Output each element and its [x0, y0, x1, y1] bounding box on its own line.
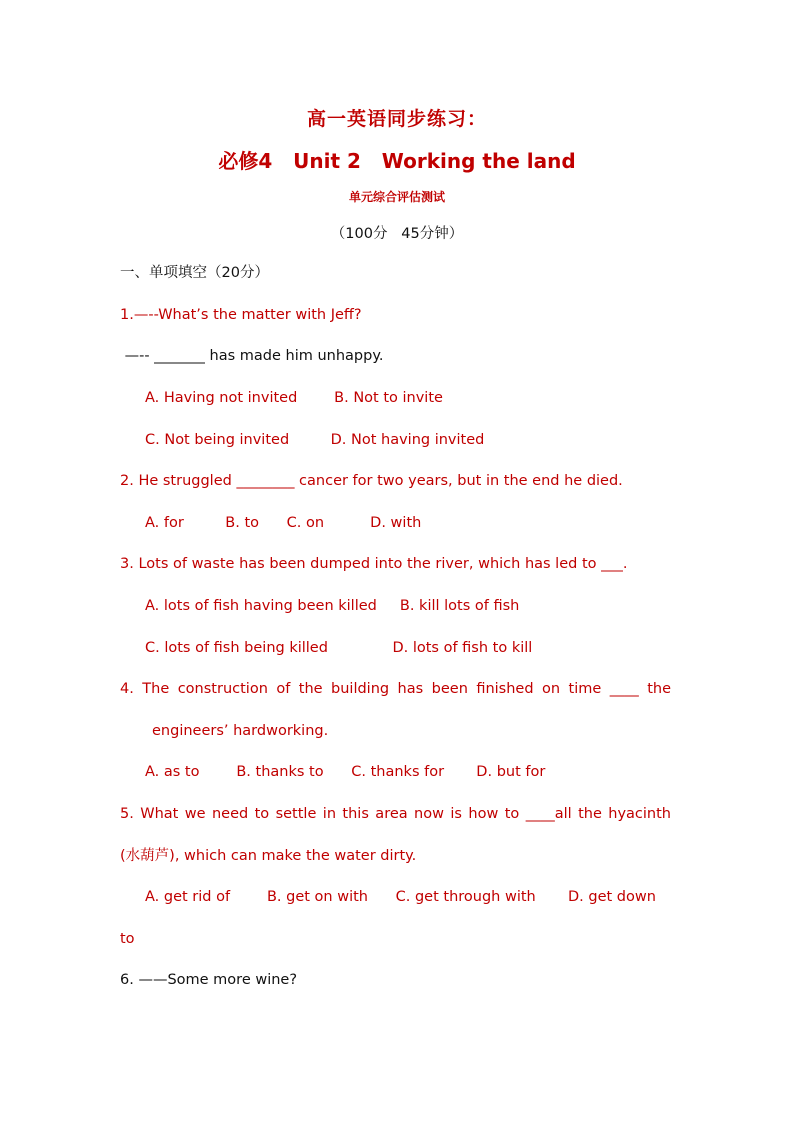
- question-2-stem: 2. He struggled ________ cancer for two years, but in the end he died.: [120, 473, 623, 489]
- unit-title: 必修4 Unit 2 Working the land: [218, 149, 576, 173]
- question-2-options: A. for B. to C. on D. with: [145, 515, 422, 531]
- question-4-stem: 4. The construction of the building has been finished on time ____ the: [120, 681, 671, 697]
- section-heading: 一、单项填空（20分）: [120, 265, 269, 281]
- question-4-options: A. as to B. thanks to C. thanks for D. but for: [145, 764, 546, 780]
- question-3-options-1: A. lots of fish having been killed B. kill lots of fish: [145, 598, 520, 614]
- question-1-options-1: A. Having not invited B. Not to invite: [145, 390, 443, 406]
- question-3-options-2: C. lots of fish being killed D. lots of fish to kill: [145, 640, 533, 656]
- question-5-options-1: A. get rid of B. get on with C. get through with D. get down: [145, 889, 656, 905]
- question-3-stem: 3. Lots of waste has been dumped into the river, which has led to ___.: [120, 556, 628, 572]
- question-5-stem-2: (水葫芦), which can make the water dirty.: [120, 848, 417, 864]
- question-6-stem: 6. ——Some more wine?: [120, 972, 298, 988]
- question-1-stem: 1.—--What’s the matter with Jeff?: [120, 307, 362, 323]
- score-time-note: （100分 45分钟）: [330, 226, 464, 242]
- document-title: 高一英语同步练习：: [306, 108, 487, 130]
- question-1-options-2: C. Not being invited D. Not having invited: [145, 432, 485, 448]
- document-subtitle: 单元综合评估测试: [348, 190, 445, 204]
- question-1-stem-2: —-- _______ has made him unhappy.: [120, 348, 384, 364]
- question-4-stem-2: engineers’ hardworking.: [152, 723, 329, 739]
- question-5-options-2: to: [120, 931, 135, 947]
- question-5-stem: 5. What we need to settle in this area now is how to ____all the hyacinth: [120, 806, 671, 822]
